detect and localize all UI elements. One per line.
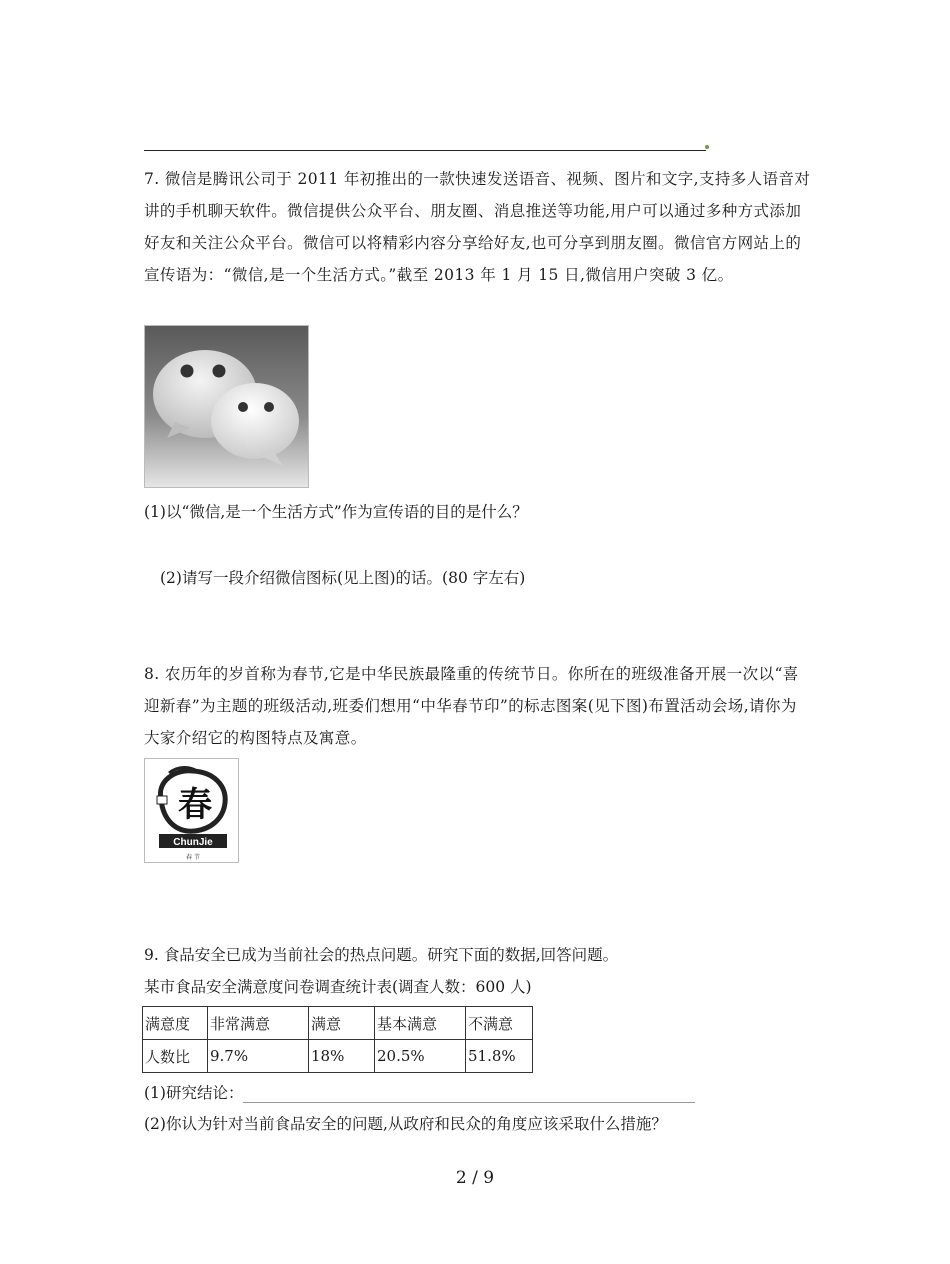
answer-line[interactable] — [243, 1084, 695, 1103]
table-cell: 20.5% — [375, 1040, 466, 1073]
table-cell: 满意度 — [143, 1007, 208, 1040]
survey-table — [142, 1006, 533, 1073]
table-cell: 非常满意 — [208, 1007, 309, 1040]
table-cell: 满意 — [309, 1007, 375, 1040]
question-9-text: 9. 食品安全已成为当前社会的热点问题。研究下面的数据,回答问题。 — [144, 946, 619, 964]
table-title: 某市食品安全满意度问卷调查统计表(调查人数：600 人) — [144, 978, 532, 996]
dot-mark — [705, 145, 709, 149]
chunjie-seal-image — [144, 758, 239, 863]
table-row — [143, 1007, 533, 1040]
seal-icon — [145, 759, 239, 863]
question-9-sub1-label: (1)研究结论： — [144, 1084, 244, 1102]
table-cell: 51.8% — [466, 1040, 533, 1073]
question-9-sub2: (2)你认为针对当前食品安全的问题,从政府和民众的角度应该采取什么措施？ — [144, 1115, 667, 1133]
question-7-text: 7. 微信是腾讯公司于 2011 年初推出的一款快速发送语音、视频、图片和文字,支持多人语音对讲的手机聊天软件。微信提供公众平台、朋友圈、消息推送等功能,用户可以通过多种方式添加好友和关注公众平台。微信可以将精彩内容分享给好友,也可分享到朋友圈。微信官方网站上的宣传语为：“微信,是一个生活方式。”截至 2013 年 1 月 15 日,微信用户突破 3 亿。 — [144, 170, 811, 284]
question-9-sub1 — [144, 1081, 695, 1103]
question-7-sub1: (1)以“微信,是一个生活方式”作为宣传语的目的是什么？ — [144, 503, 528, 521]
question-7-sub2: (2)请写一段介绍微信图标(见上图)的话。(80 字左右) — [160, 569, 526, 587]
table-cell: 人数比 — [143, 1040, 208, 1073]
table-cell: 9.7% — [208, 1040, 309, 1073]
seal-caption: 春 节 — [186, 854, 200, 861]
seal-latin: ChunJie — [173, 837, 213, 848]
table-cell: 18% — [309, 1040, 375, 1073]
question-8-text: 8. 农历年的岁首称为春节,它是中华民族最隆重的传统节日。你所在的班级准备开展一次以“喜迎新春”为主题的班级活动,班委们想用“中华春节印”的标志图案(见下图)布置活动会场,请你为大家介绍它的构图特点及寓意。 — [144, 665, 799, 747]
table-cell: 不满意 — [466, 1007, 533, 1040]
table-row — [143, 1040, 533, 1073]
wechat-logo-image — [144, 325, 309, 488]
wechat-icon — [145, 326, 309, 488]
table-cell: 基本满意 — [375, 1007, 466, 1040]
seal-char: 春 — [178, 785, 212, 825]
page-number: 2 / 9 — [455, 1168, 495, 1188]
answer-line — [144, 150, 706, 151]
